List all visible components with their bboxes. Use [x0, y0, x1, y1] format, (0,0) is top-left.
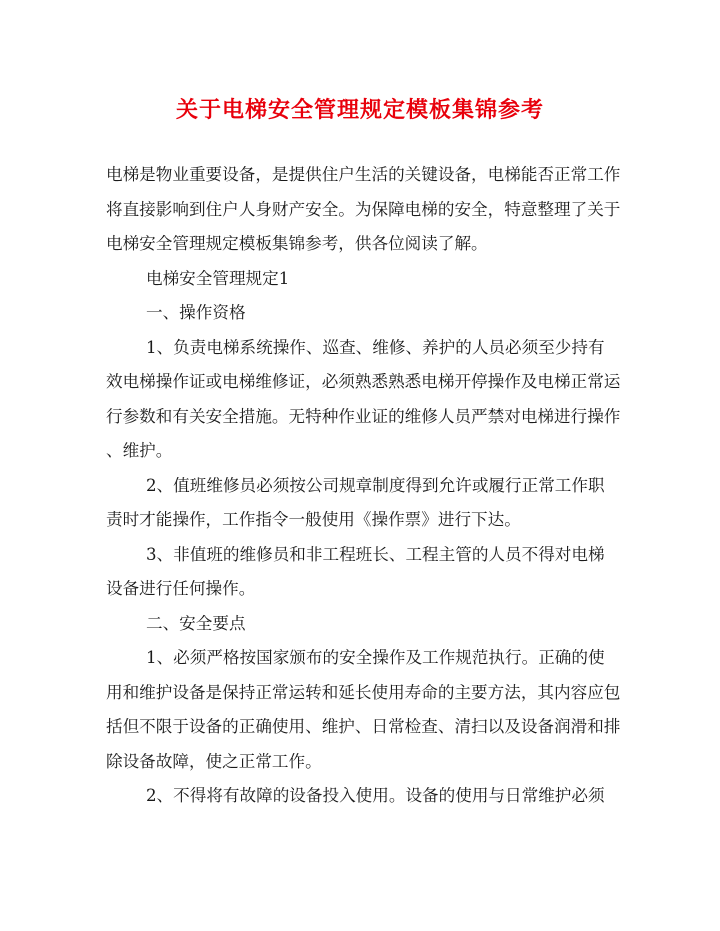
section-heading: 二、安全要点: [146, 613, 246, 633]
body-line: 1、必须严格按国家颁布的安全操作及工作规范执行。正确的使: [146, 648, 605, 667]
body-line: 电梯是物业重要设备，是提供住户生活的关键设备，电梯能否正常工作: [106, 165, 621, 184]
body-line: 2、不得将有故障的设备投入使用。设备的使用与日常维护必须: [146, 786, 605, 805]
body-line: 效电梯操作证或电梯维修证，必须熟悉熟悉电梯开停操作及电梯正常运: [106, 372, 621, 391]
body-line: 电梯安全管理规定模板集锦参考，供各位阅读了解。: [106, 234, 488, 253]
section-heading: 一、操作资格: [146, 303, 246, 322]
document-body: [106, 158, 621, 814]
body-line: 2、值班维修员必须按公司规章制度得到允许或履行正常工作职: [146, 475, 605, 495]
body-line: 除设备故障，使之正常工作。: [106, 751, 322, 771]
body-line: 责时才能操作，工作指令一般使用《操作票》进行下达。: [106, 510, 521, 529]
body-line: 设备进行任何操作。: [106, 579, 256, 598]
body-line: 将直接影响到住户人身财产安全。为保障电梯的安全，特意整理了关于: [106, 199, 621, 219]
body-line: 3、非值班的维修员和非工程班长、工程主管的人员不得对电梯: [146, 544, 605, 564]
body-line: 括但不限于设备的正确使用、维护、日常检查、清扫以及设备润滑和排: [106, 717, 621, 736]
document-title: 关于电梯安全管理规定模板集锦参考: [175, 97, 544, 123]
body-line: 用和维护设备是保持正常运转和延长使用寿命的主要方法，其内容应包: [106, 682, 621, 702]
body-line: 行参数和有关安全措施。无特种作业证的维修人员严禁对电梯进行操作: [106, 406, 621, 426]
section-heading: 电梯安全管理规定1: [146, 268, 290, 288]
body-line: 1、负责电梯系统操作、巡查、维修、养护的人员必须至少持有: [146, 337, 605, 357]
body-line: 、维护。: [106, 441, 173, 460]
